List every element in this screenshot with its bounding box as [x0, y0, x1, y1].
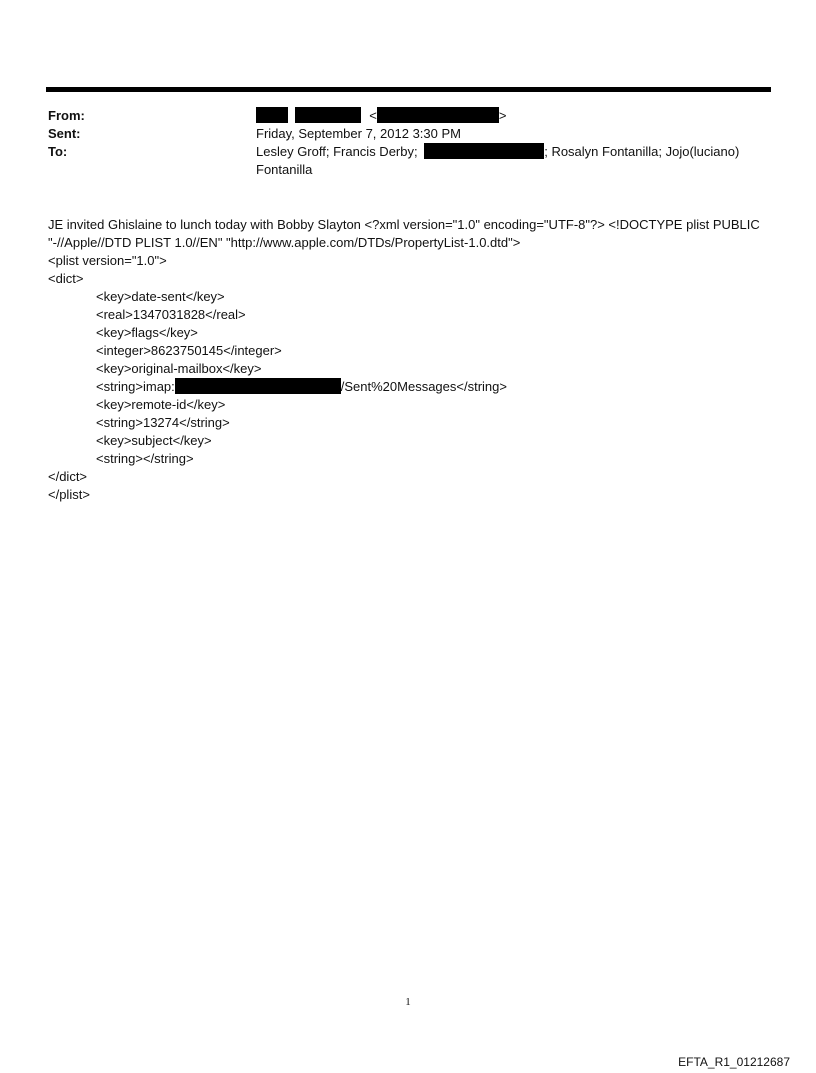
- body-line-imap: [48, 378, 778, 396]
- imap-suffix: /Sent%20Messages</string>: [340, 379, 507, 394]
- body-line: <key>subject</key>: [96, 433, 212, 448]
- bates-number: EFTA_R1_01212687: [678, 1055, 790, 1069]
- header-rule: [46, 87, 771, 92]
- body-line: <key>date-sent</key>: [96, 289, 225, 304]
- imap-prefix: <string>imap:: [96, 379, 175, 394]
- sent-label: Sent:: [48, 126, 81, 141]
- body-line: <string></string>: [96, 451, 194, 466]
- body-line: </dict>: [48, 469, 88, 484]
- from-label: From:: [48, 108, 85, 123]
- body-line: JE invited Ghislaine to lunch today with Bobby Slayton <?xml version="1.0" encoding="UTF-8"?> <!DOCTYPE plist PUBLIC: [48, 217, 760, 232]
- body-line: <plist version="1.0">: [48, 253, 167, 268]
- body-line: <key>remote-id</key>: [96, 397, 226, 412]
- page-number: 1: [405, 996, 411, 1008]
- redaction-box: [295, 107, 361, 123]
- from-value: [256, 107, 506, 125]
- body-line: <integer>8623750145</integer>: [96, 343, 282, 358]
- to-label: To:: [48, 144, 68, 159]
- body-line: <key>original-mailbox</key>: [96, 361, 262, 376]
- body-line: <dict>: [48, 271, 84, 286]
- from-lt: <: [369, 108, 377, 123]
- redaction-box: [256, 107, 288, 123]
- to-recipients-2: ; Rosalyn Fontanilla; Jojo(luciano): [544, 144, 740, 159]
- body-line: <key>flags</key>: [96, 325, 198, 340]
- sent-value: Friday, September 7, 2012 3:30 PM: [256, 126, 461, 141]
- body-line: <string>13274</string>: [96, 415, 230, 430]
- to-recipients-1: Lesley Groff; Francis Derby;: [256, 144, 418, 159]
- from-gt: >: [498, 108, 507, 123]
- redaction-box: [377, 107, 499, 123]
- email-body: [48, 216, 778, 504]
- redaction-box: [175, 378, 341, 394]
- body-line: </plist>: [48, 487, 90, 502]
- body-line: "-//Apple//DTD PLIST 1.0//EN" "http://www.apple.com/DTDs/PropertyList-1.0.dtd">: [48, 235, 521, 250]
- to-value-continued: Fontanilla: [256, 162, 313, 177]
- to-value: [256, 143, 739, 161]
- body-line: <real>1347031828</real>: [96, 307, 246, 322]
- redaction-box: [424, 143, 544, 159]
